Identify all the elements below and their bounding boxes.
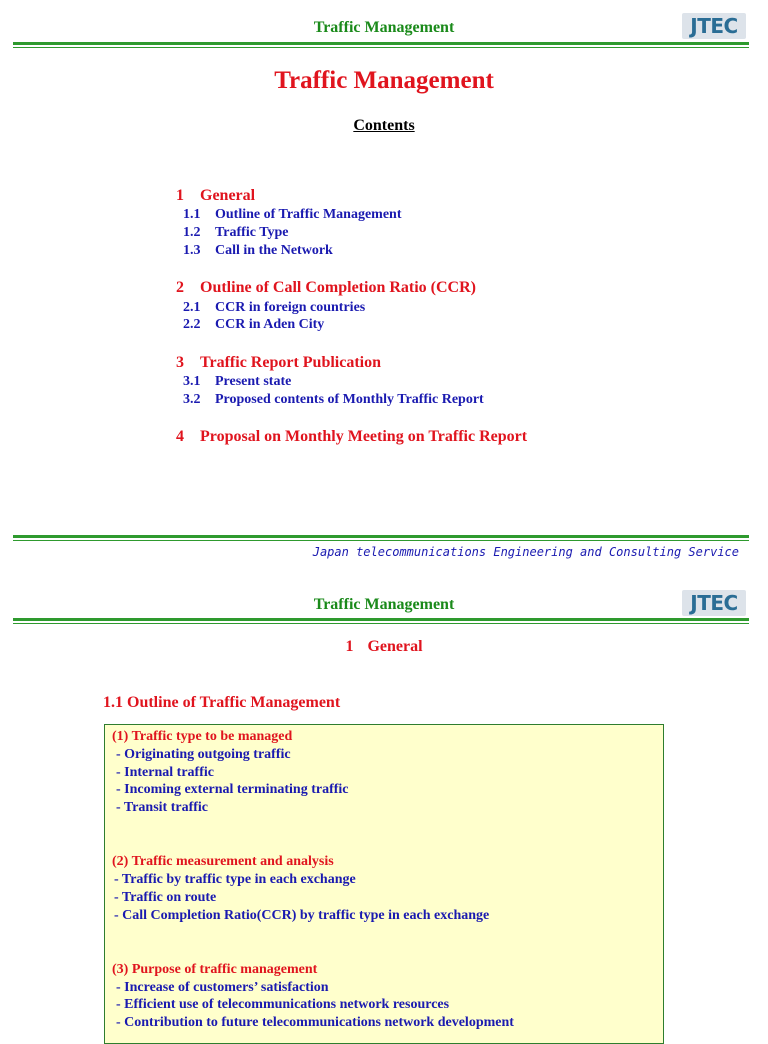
subsection-heading: 1.1 Outline of Traffic Management (103, 694, 341, 711)
box-item: - Increase of customers’ satisfaction (116, 980, 329, 995)
box-heading-1: (1) Traffic type to be managed (112, 729, 293, 744)
box-item: - Traffic by traffic type in each exchange (114, 872, 356, 887)
toc-item-3-2[interactable]: 3.2 Proposed contents of Monthly Traffic Report (183, 392, 484, 407)
box-item: - Originating outgoing traffic (116, 747, 291, 762)
toc-item-1-3[interactable]: 1.3 Call in the Network (183, 243, 333, 258)
toc-item-1-1[interactable]: 1.1 Outline of Traffic Management (183, 207, 402, 222)
toc-section-1[interactable]: 1 General (176, 187, 256, 204)
header-rule-2 (13, 618, 749, 621)
jtec-logo: JTEC (682, 13, 746, 39)
toc-section-4[interactable]: 4 Proposal on Monthly Meeting on Traffic Report (176, 428, 528, 445)
footer-company-name: Japan telecommunications Engineering and Consulting Service (312, 545, 739, 559)
section-heading: 1 General (345, 638, 423, 655)
box-item: - Transit traffic (116, 800, 209, 815)
slide1-header-title: Traffic Management (313, 19, 455, 36)
contents-heading: Contents (353, 117, 415, 134)
toc-item-2-2[interactable]: 2.2 CCR in Aden City (183, 317, 325, 332)
footer-rule (13, 535, 749, 538)
box-item: - Efficient use of telecommunications network resources (116, 997, 450, 1012)
slide2-header-title: Traffic Management (313, 596, 455, 613)
footer-rule-thin (13, 540, 749, 541)
toc-item-1-2[interactable]: 1.2 Traffic Type (183, 225, 289, 240)
box-item: - Traffic on route (114, 890, 217, 905)
box-item: - Contribution to future telecommunications network development (116, 1015, 514, 1030)
box-item: - Internal traffic (116, 765, 214, 780)
document-title: Traffic Management (274, 67, 494, 94)
toc-item-3-1[interactable]: 3.1 Present state (183, 374, 292, 389)
toc-item-2-1[interactable]: 2.1 CCR in foreign countries (183, 300, 366, 315)
box-heading-3: (3) Purpose of traffic management (112, 962, 318, 977)
box-heading-2: (2) Traffic measurement and analysis (112, 854, 334, 869)
toc-section-2[interactable]: 2 Outline of Call Completion Ratio (CCR) (176, 279, 476, 296)
box-item: - Call Completion Ratio(CCR) by traffic type in each exchange (114, 908, 490, 923)
header-rule-thin (13, 47, 749, 48)
header-rule-thin-2 (13, 623, 749, 624)
box-item: - Incoming external terminating traffic (116, 782, 349, 797)
header-rule (13, 42, 749, 45)
toc-section-3[interactable]: 3 Traffic Report Publication (176, 354, 382, 371)
jtec-logo-2: JTEC (682, 590, 746, 616)
